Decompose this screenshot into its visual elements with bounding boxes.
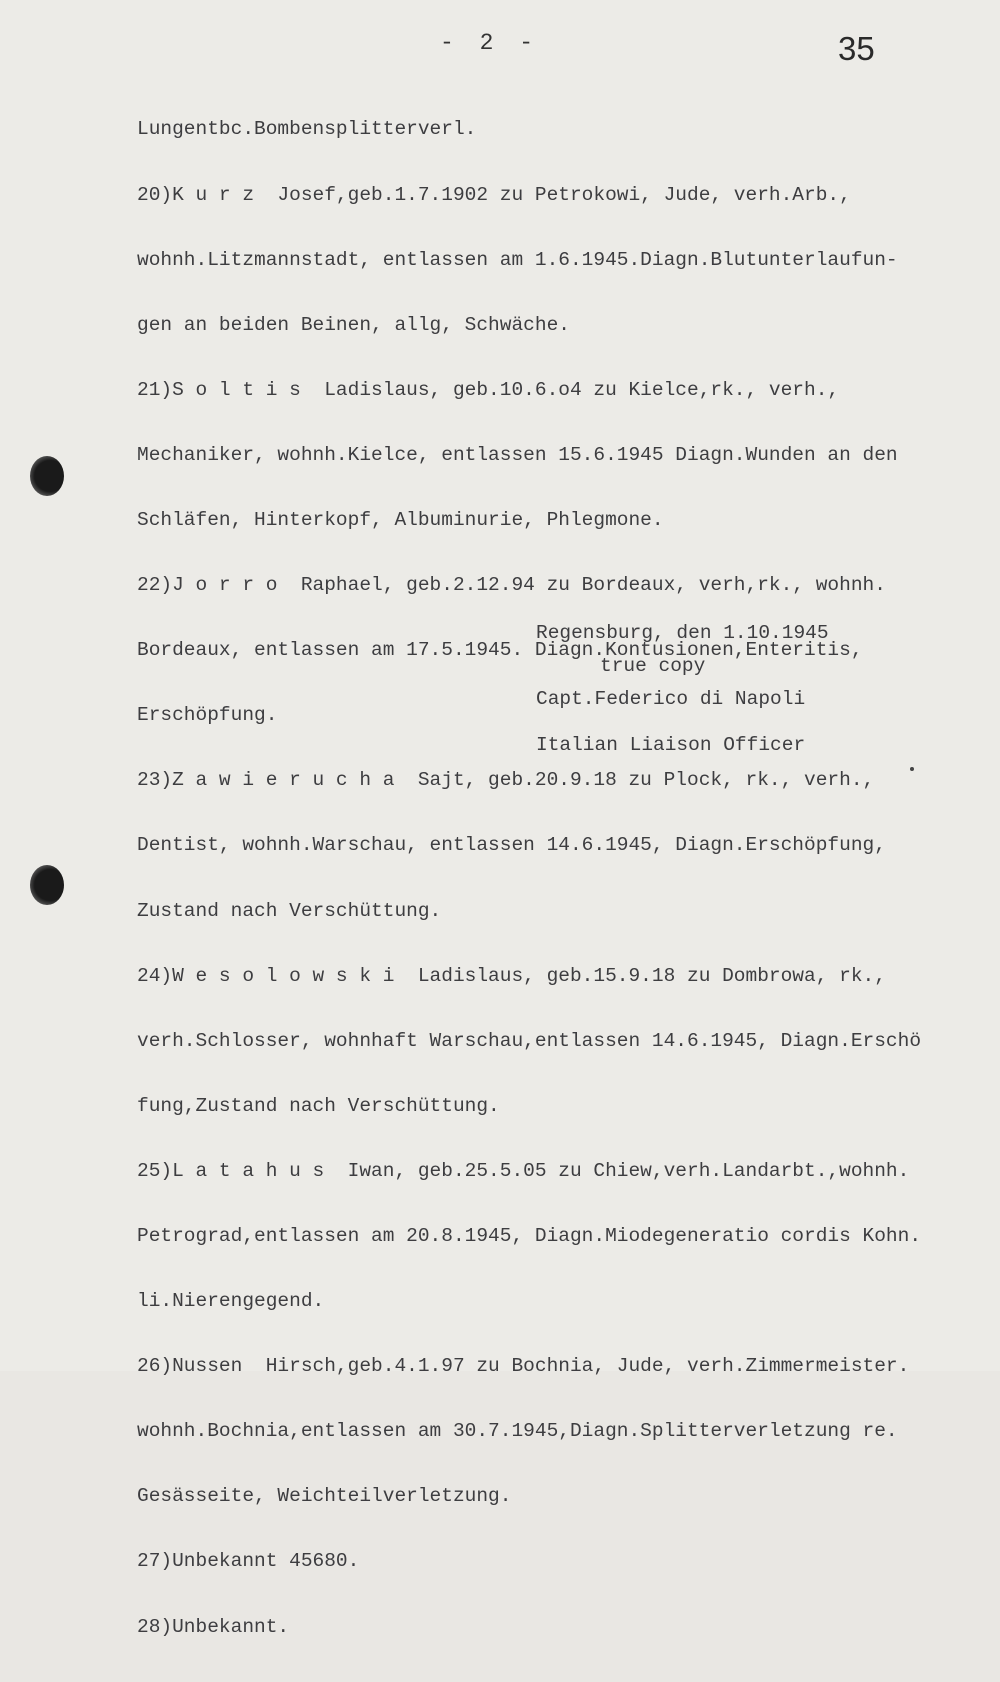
true-copy-note: true copy — [600, 655, 706, 677]
text-line: Erschöpfung. — [137, 704, 278, 727]
text-line: 25)L a t a h u s Iwan, geb.25.5.05 zu Chiew,verh.Landarbt.,wohnh. — [137, 1159, 910, 1182]
text-line: wohnh.Bochnia,entlassen am 30.7.1945,Diagn.Splitterverletzung re. — [137, 1420, 898, 1443]
text-line: Dentist, wohnh.Warschau, entlassen 14.6.1945, Diagn.Erschöpfung, — [137, 834, 886, 857]
text-line: Schläfen, Hinterkopf, Albuminurie, Phlegmone. — [137, 508, 664, 531]
patient-list — [137, 76, 987, 1682]
text-line: Lungentbc.Bombensplitterverl. — [137, 118, 477, 141]
text-line: 26)Nussen Hirsch,geb.4.1.97 zu Bochnia, Jude, verh.Zimmermeister. — [137, 1355, 910, 1378]
place-date: Regensburg, den 1.10.1945 — [536, 622, 829, 644]
text-line: 22)J o r r o Raphael, geb.2.12.94 zu Bordeaux, verh,rk., wohnh. — [137, 574, 886, 597]
signature-block — [536, 622, 829, 756]
officer-title: Italian Liaison Officer — [536, 734, 806, 756]
text-line: Bordeaux, entlassen am 17.5.1945. Diagn.Kontusionen,Enteritis, — [137, 639, 863, 662]
text-line: gen an beiden Beinen, allg, Schwäche. — [137, 313, 570, 336]
punch-hole-icon — [30, 456, 64, 496]
page-marker: - 2 - — [440, 30, 540, 56]
text-line: li.Nierengegend. — [137, 1290, 325, 1313]
text-line: Petrograd,entlassen am 20.8.1945, Diagn.Miodegeneratio cordis Kohn. — [137, 1225, 922, 1247]
officer-name: Capt.Federico di Napoli — [536, 688, 806, 710]
text-line: 24)W e s o l o w s k i Ladislaus, geb.15.9.18 zu Dombrowa, rk., — [137, 964, 886, 987]
text-line: 23)Z a w i e r u c h a Sajt, geb.20.9.18 zu Plock, rk., verh., — [137, 769, 875, 792]
punch-hole-icon — [30, 865, 64, 905]
text-line: 21)S o l t i s Ladislaus, geb.10.6.o4 zu Kielce,rk., verh., — [137, 378, 840, 401]
text-line: 20)K u r z Josef,geb.1.7.1902 zu Petrokowi, Jude, verh.Arb., — [137, 183, 851, 206]
ink-dot — [910, 767, 914, 771]
stamp-number: 35 — [838, 30, 875, 67]
text-line: wohnh.Litzmannstadt, entlassen am 1.6.1945.Diagn.Blutunterlaufun- — [137, 248, 898, 271]
text-line: Zustand nach Verschüttung. — [137, 899, 442, 922]
text-line: Mechaniker, wohnh.Kielce, entlassen 15.6.1945 Diagn.Wunden an den — [137, 443, 898, 466]
text-line: 27)Unbekannt 45680. — [137, 1550, 360, 1573]
text-line: verh.Schlosser, wohnhaft Warschau,entlassen 14.6.1945, Diagn.Erschö — [137, 1029, 922, 1052]
text-line: fung,Zustand nach Verschüttung. — [137, 1094, 500, 1117]
text-line: 28)Unbekannt. — [137, 1615, 290, 1638]
text-line: Gesässeite, Weichteilverletzung. — [137, 1485, 512, 1508]
